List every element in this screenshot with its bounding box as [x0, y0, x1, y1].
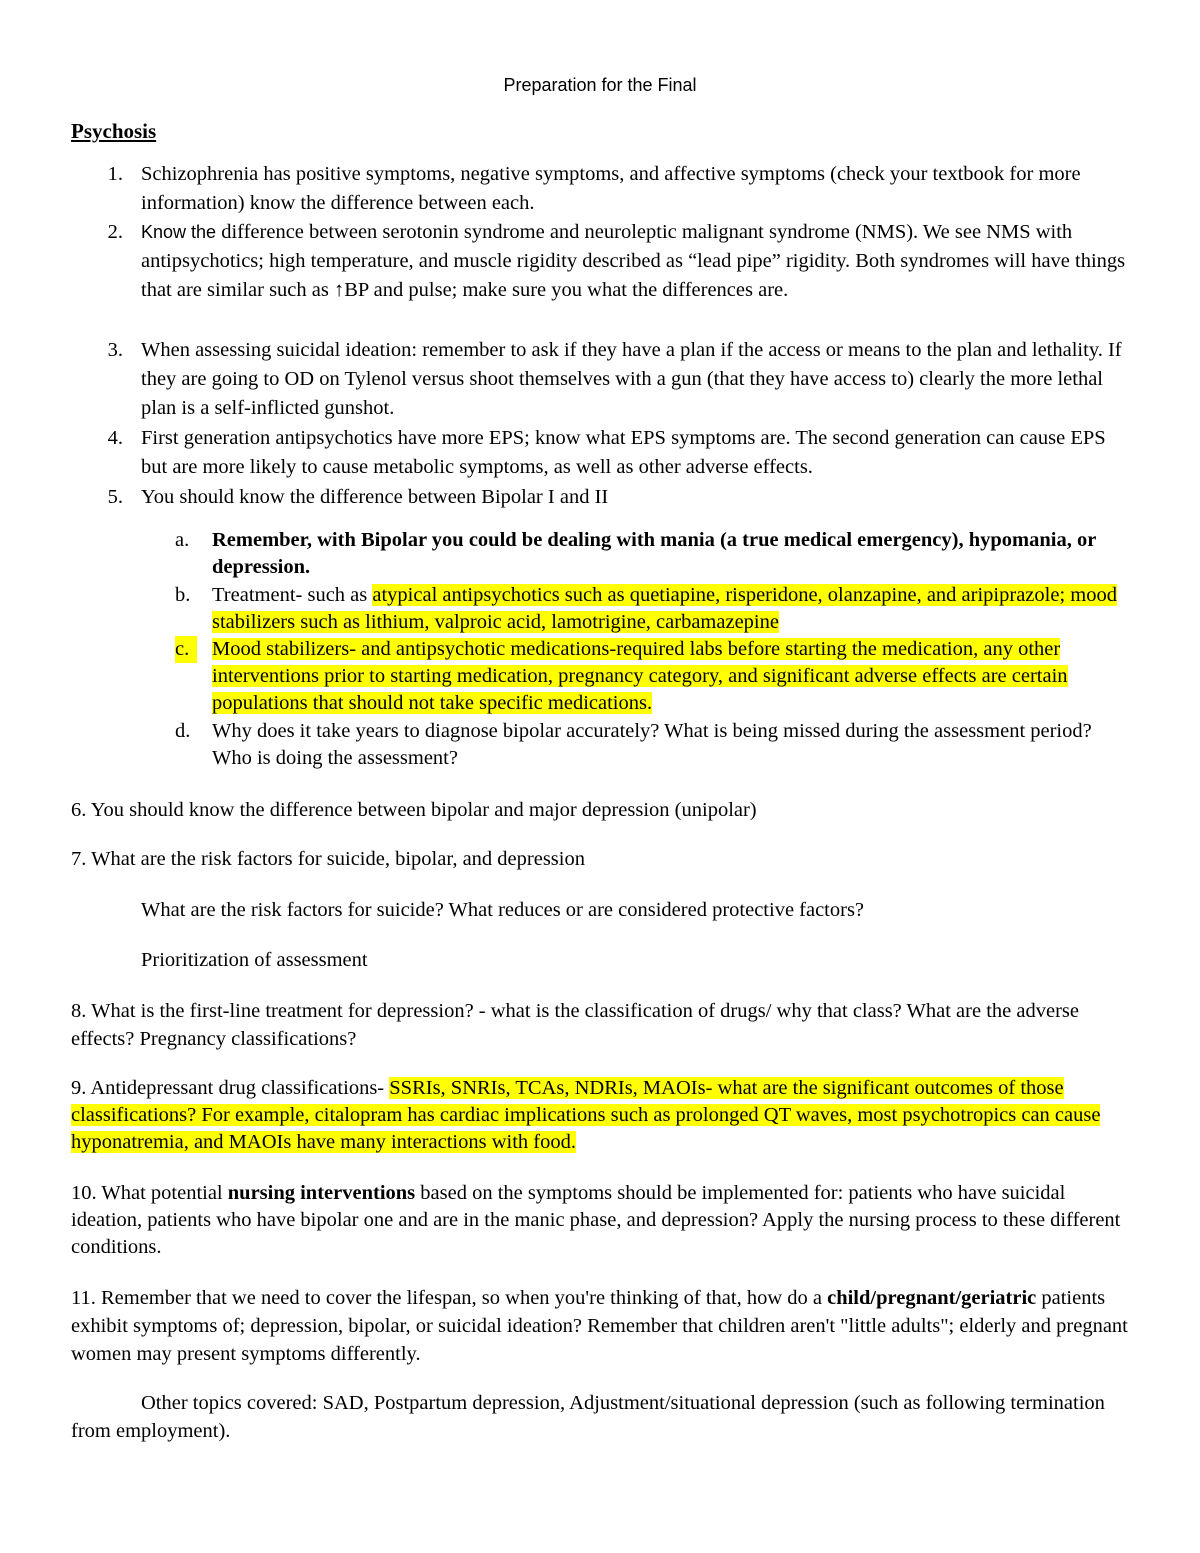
list-letter: a.: [175, 529, 190, 551]
sub-list-text: Why does it take years to diagnose bipolar accurately? What is being missed during the assessment period? Who is doing the assessment?: [212, 720, 1092, 769]
paragraph-7-prioritization: Prioritization of assessment: [141, 949, 368, 971]
list-text: difference between serotonin syndrome and neuroleptic malignant syndrome (NMS). We see NMS with antipsychotics; high temperature, and muscle rigidity described as “lead pipe” rigidity. Both syndromes will have things that are similar such as ↑BP and pulse; make sure you what the differences are.: [141, 221, 1126, 301]
paragraph-11: [71, 1284, 1133, 1368]
paragraph-10-rest: based on the symptoms should be implemented for: patients who have suicidal ideation, patients who have bipolar one and are in the manic phase, and depression? Apply the nursing process to these different conditions.: [71, 1182, 1121, 1258]
sub-list-text: Remember, with Bipolar you could be dealing with mania (a true medical emergency), hypomania, or depression.: [212, 529, 1096, 578]
section-heading: Psychosis: [71, 119, 157, 143]
list-text: Schizophrenia has positive symptoms, negative symptoms, and affective symptoms (check your textbook for more information) know the difference between each.: [141, 163, 1081, 214]
highlighted-text: atypical antipsychotics such as quetiapine, risperidone, olanzapine, and aripiprazole; mood stabilizers such as lithium, valproic acid, lamotrigine, carbamazepine: [212, 584, 1117, 633]
sub-list-text: Treatment- such as: [212, 584, 373, 606]
list-number: 2.: [107, 221, 123, 243]
list-number: 4.: [107, 427, 123, 449]
list-number: 1.: [107, 163, 123, 185]
list-letter: d.: [175, 720, 191, 742]
page-title: Preparation for the Final: [503, 75, 697, 95]
list-letter: c.: [175, 636, 197, 663]
bold-text: nursing interventions: [227, 1182, 416, 1204]
list-text: When assessing suicidal ideation: remember to ask if they have a plan if the access or means to the plan and lethality. If they are going to OD on Tylenol versus shoot themselves with a gun (that they have access to) clearly the more lethal plan is a self-inflicted gunshot.: [141, 339, 1122, 419]
list-letter: b.: [175, 584, 191, 606]
paragraph-7-sub: What are the risk factors for suicide? What reduces or are considered protective factors?: [141, 899, 865, 921]
paragraph-11-lead: 11. Remember that we need to cover the lifespan, so when you're thinking of that, how do a: [71, 1287, 828, 1309]
bold-text: child/pregnant/geriatric: [827, 1287, 1037, 1309]
paragraph-6: 6. You should know the difference between bipolar and major depression (unipolar): [71, 799, 757, 821]
list-text: You should know the difference between Bipolar I and II: [141, 486, 609, 508]
paragraph-10: [71, 1180, 1133, 1261]
paragraph-7: 7. What are the risk factors for suicide, bipolar, and depression: [71, 848, 585, 870]
highlighted-text: SSRIs, SNRIs, TCAs, NDRIs, MAOIs- what are the significant outcomes of those classifications? For example, citalopram has cardiac implications such as prolonged QT waves, most psychotropics can cause hyponatremia, and MAOIs have many interactions with food.: [71, 1077, 1101, 1153]
paragraph-9-lead: 9. Antidepressant drug classifications-: [71, 1077, 390, 1099]
list-text: First generation antipsychotics have more EPS; know what EPS symptoms are. The second generation can cause EPS but are more likely to cause metabolic symptoms, as well as other adverse effects.: [141, 427, 1106, 478]
paragraph-11-rest: patients exhibit symptoms of; depression, bipolar, or suicidal ideation? Remember that children aren't "little adults"; elderly and pregnant women may present symptoms differently.: [71, 1287, 1128, 1365]
paragraph-10-lead: 10. What potential: [71, 1182, 228, 1204]
paragraph-9: [71, 1075, 1133, 1156]
paragraph-8: 8. What is the first-line treatment for depression? - what is the classification of drugs/ why that class? What are the adverse effects? Pregnancy classifications?: [71, 1000, 1079, 1050]
highlighted-text: Mood stabilizers- and antipsychotic medications-required labs before starting the medication, any other interventions prior to starting medication, pregnancy category, and significant adverse effects are certain populations that should not take specific medications.: [212, 638, 1068, 714]
list-lead: Know the: [141, 222, 217, 242]
paragraph-other-topics: Other topics covered: SAD, Postpartum depression, Adjustment/situational depression (such as following termination from employment).: [71, 1392, 1105, 1442]
list-number: 3.: [107, 339, 123, 361]
list-number: 5.: [107, 486, 123, 508]
